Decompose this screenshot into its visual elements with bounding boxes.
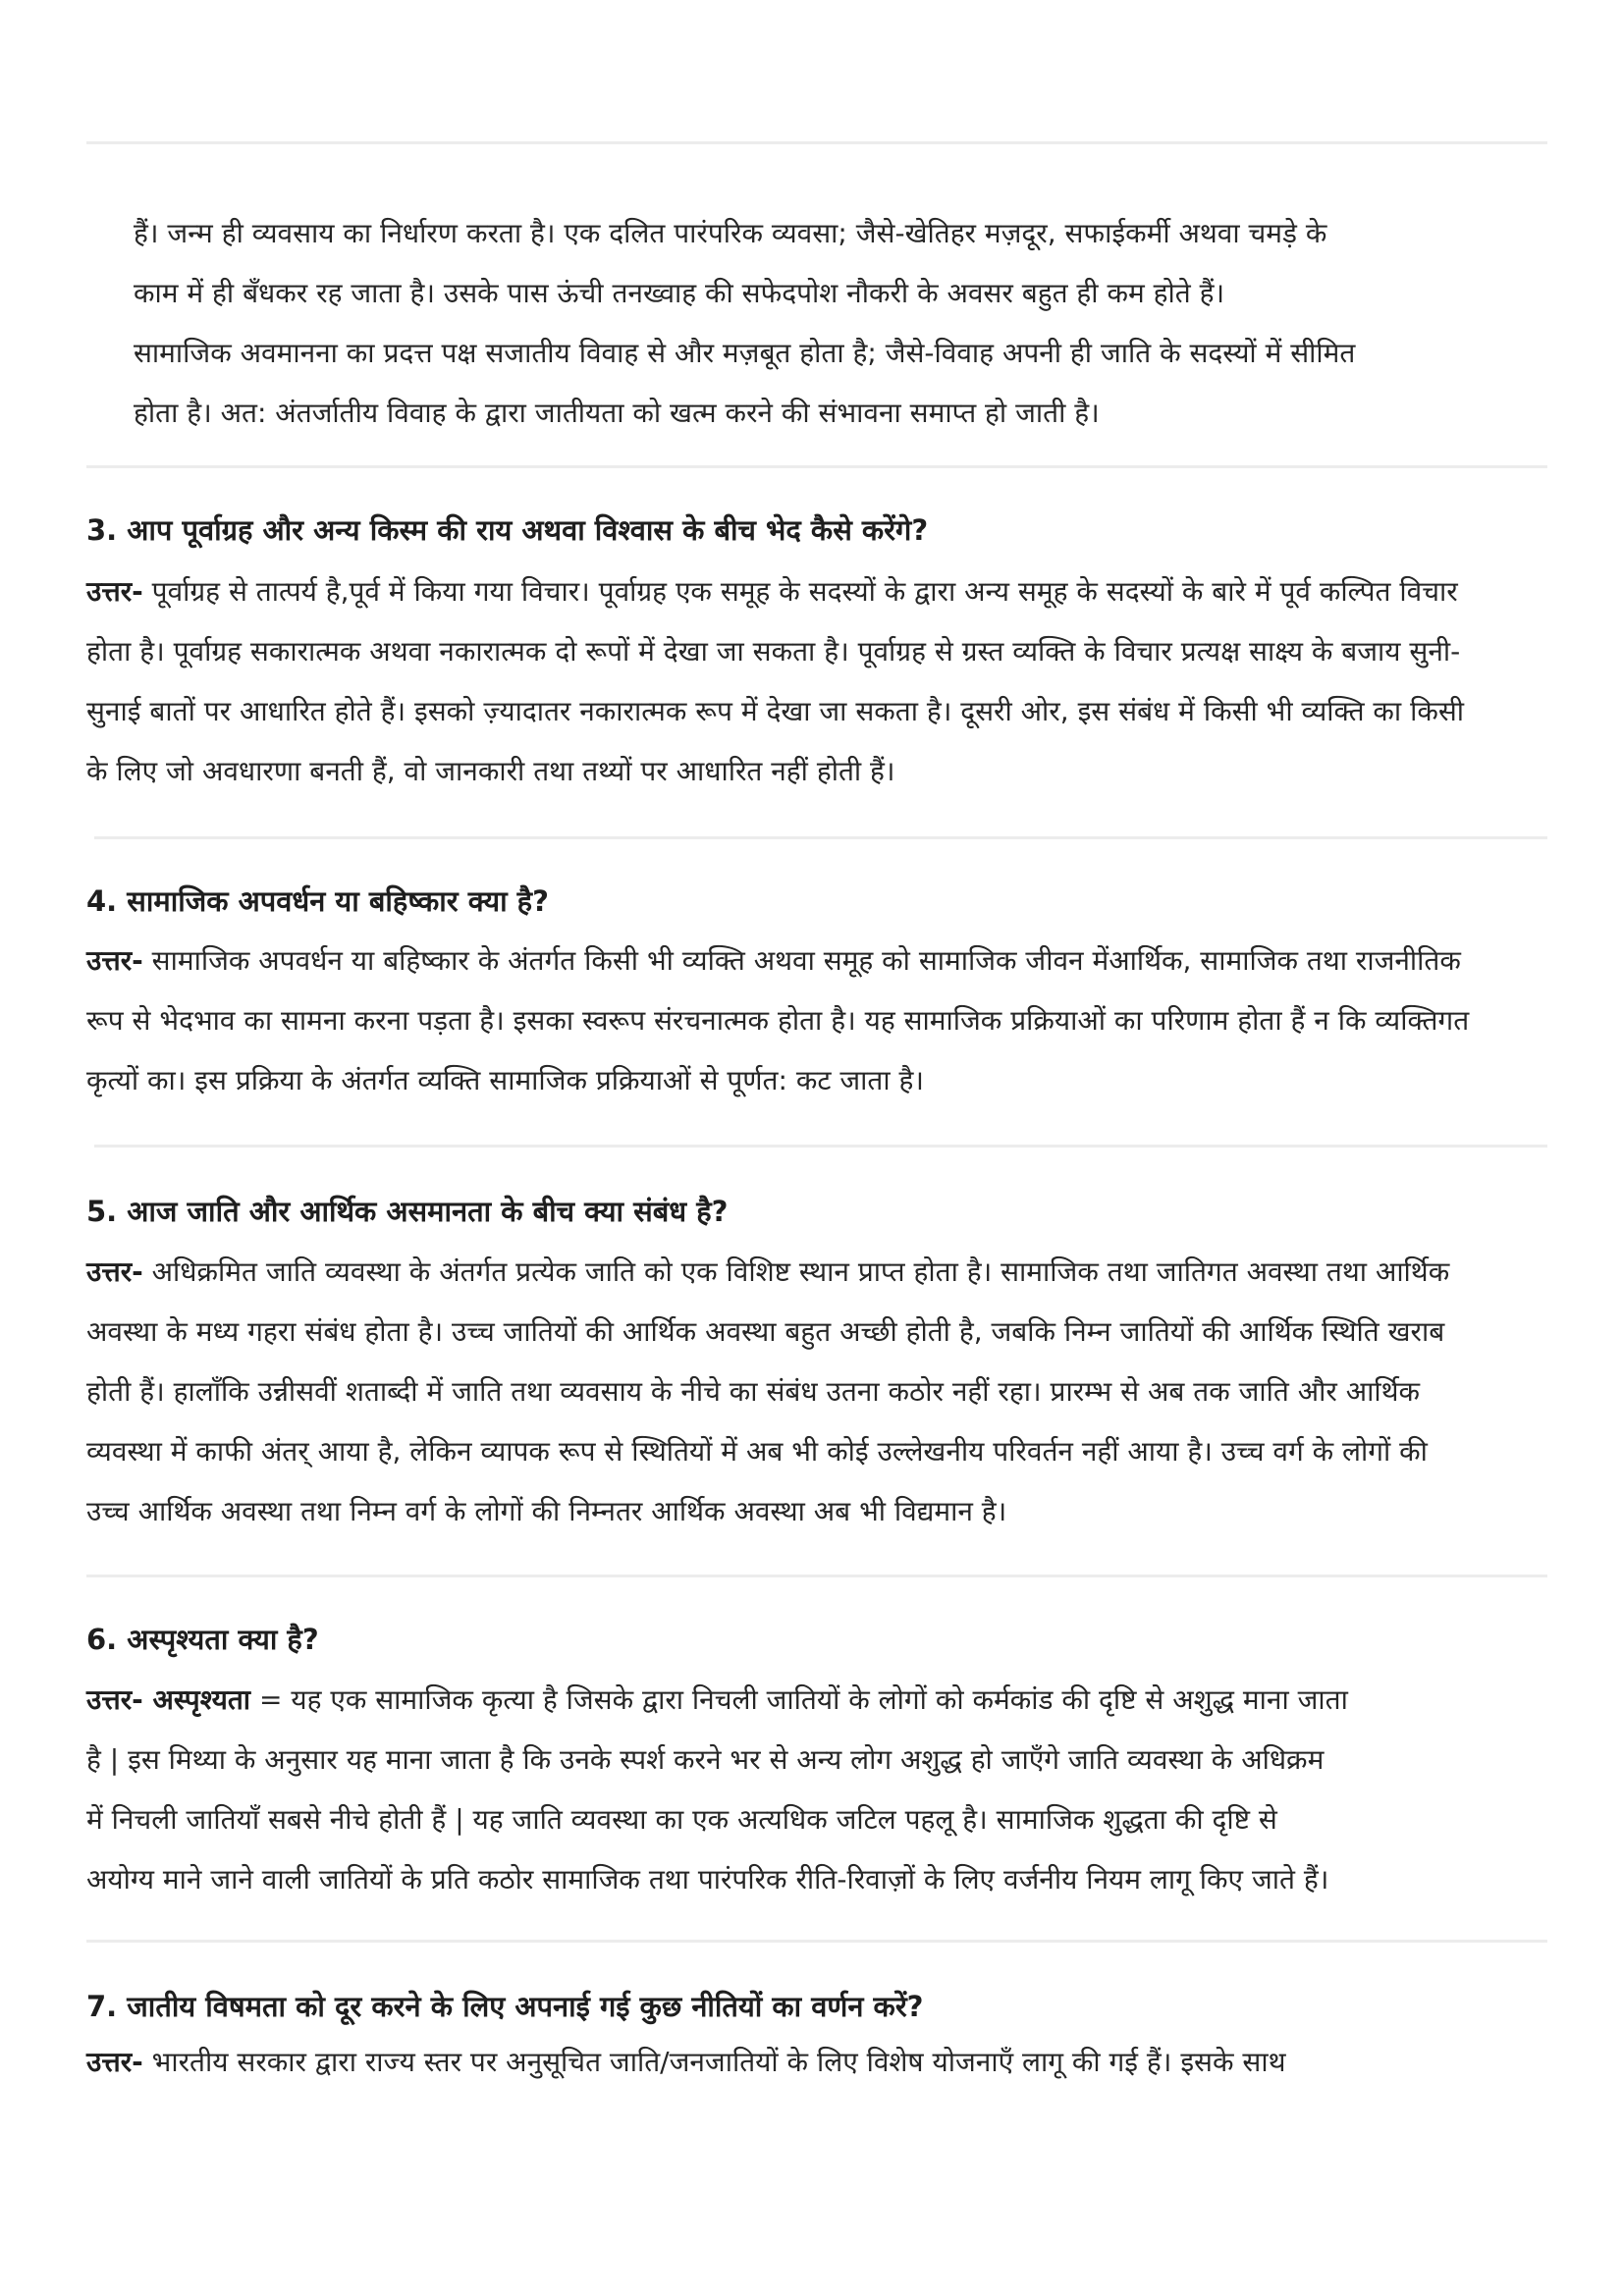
question-title: 3. आप पूर्वाग्रह और अन्य किस्म की राय अथवा विश्वास के बीच भेद कैसे करेंगे? <box>86 513 929 547</box>
text-line: होता है। पूर्वाग्रह सकारात्मक अथवा नकारात्मक दो रूपों में देखा जा सकता है। पूर्वाग्रह से ग्रस्त व्यक्ति के विचार प्रत्यक्ष साक्ष्य के बजाय सुनी- <box>86 635 1461 667</box>
text-line: उत्तर- अस्पृश्यता = यह एक सामाजिक कृत्या है जिसके द्वारा निचली जातियों के लोगों को कर्मकांड की दृष्टि से अशुद्ध माना जाता <box>86 1683 1348 1716</box>
question-title: 7. जातीय विषमता को दूर करने के लिए अपनाई गई कुछ नीतियों का वर्णन करें? <box>86 1990 924 2023</box>
answer-label: उत्तर- <box>86 2046 143 2078</box>
intro-paragraph <box>134 203 1547 443</box>
text-line: होती हैं। हालाँकि उन्नीसवीं शताब्दी में जाति तथा व्यवसाय के नीचे का संबंध उतना कठोर नहीं रहा। प्रारम्भ से अब तक जाति और आर्थिक <box>86 1375 1421 1408</box>
answer-paragraph <box>86 2032 1559 2092</box>
answer-label: उत्तर- <box>86 575 143 608</box>
text-line: सामाजिक अवमानना का प्रदत्त पक्ष सजातीय विवाह से और मज़बूत होता है; जैसे-विवाह अपनी ही जाति के सदस्यों में सीमित <box>134 337 1356 369</box>
text-line: है | इस मिथ्या के अनुसार यह माना जाता है कि उनके स्पर्श करने भर से अन्य लोग अशुद्ध हो जाएँगे जाति व्यवस्था के अधिक्रम <box>86 1743 1325 1776</box>
divider <box>86 465 1547 468</box>
divider <box>86 141 1547 144</box>
text-line: रूप से भेदभाव का सामना करना पड़ता है। इसका स्वरूप संरचनात्मक होता है। यह सामाजिक प्रक्रियाओं का परिणाम होता हैं न कि व्यक्तिगत <box>86 1004 1470 1037</box>
text-line: के लिए जो अवधारणा बनती हैं, वो जानकारी तथा तथ्यों पर आधारित नहीं होती हैं। <box>86 755 895 787</box>
answer-paragraph <box>86 931 1559 1110</box>
text-line: काम में ही बँधकर रह जाता है। उसके पास ऊंची तनख्वाह की सफेदपोश नौकरी के अवसर बहुत ही कम होते हैं। <box>134 277 1225 309</box>
divider <box>86 1575 1547 1577</box>
divider <box>94 836 1547 839</box>
text-line: हैं। जन्म ही व्यवसाय का निर्धारण करता है। एक दलित पारंपरिक व्यवसा; जैसे-खेतिहर मज़दूर, सफाईकर्मी अथवा चमड़े के <box>134 217 1327 249</box>
question-title: 4. सामाजिक अपवर्धन या बहिष्कार क्या है? <box>86 884 549 918</box>
text-line: होता है। अत: अंतर्जातीय विवाह के द्वारा जातीयता को खत्म करने की संभावना समाप्त हो जाती है। <box>134 397 1100 429</box>
answer-paragraph <box>86 1670 1559 1909</box>
text-line: व्यवस्था में काफी अंतर् आया है, लेकिन व्यापक रूप से स्थितियों में अब भी कोई उल्लेखनीय परिवर्तन नहीं आया है। उच्च वर्ग के लोगों की <box>86 1435 1428 1468</box>
text-line: उच्च आर्थिक अवस्था तथा निम्न वर्ग के लोगों की निम्नतर आर्थिक अवस्था अब भी विद्यमान है। <box>86 1495 1007 1527</box>
answer-label: उत्तर- <box>86 1255 143 1288</box>
text-line: उत्तर- पूर्वाग्रह से तात्पर्य है,पूर्व में किया गया विचार। पूर्वाग्रह एक समूह के सदस्यों के द्वारा अन्य समूह के सदस्यों के बारे में पूर्व कल्पित विचार <box>86 575 1458 608</box>
question-title: 6. अस्पृश्यता क्या है? <box>86 1623 319 1656</box>
text-line: उत्तर- अधिक्रमित जाति व्यवस्था के अंतर्गत प्रत्येक जाति को एक विशिष्ट स्थान प्राप्त होता है। सामाजिक तथा जातिगत अवस्था तथा आर्थिक <box>86 1255 1450 1288</box>
divider <box>94 1145 1547 1148</box>
answer-label: उत्तर- अस्पृश्यता <box>86 1683 251 1716</box>
text-line: अवस्था के मध्य गहरा संबंध होता है। उच्च जातियों की आर्थिक अवस्था बहुत अच्छी होती है, जबकि निम्न जातियों की आर्थिक स्थिति खराब <box>86 1315 1445 1348</box>
text-line: में निचली जातियाँ सबसे नीचे होती हैं | यह जाति व्यवस्था का एक अत्यधिक जटिल पहलू है। सामाजिक शुद्धता की दृष्टि से <box>86 1803 1277 1836</box>
text-line: उत्तर- सामाजिक अपवर्धन या बहिष्कार के अंतर्गत किसी भी व्यक्ति अथवा समूह को सामाजिक जीवन मेंआर्थिक, सामाजिक तथा राजनीतिक <box>86 944 1461 977</box>
text-line: अयोग्य माने जाने वाली जातियों के प्रति कठोर सामाजिक तथा पारंपरिक रीति-रिवाज़ों के लिए वर्जनीय नियम लागू किए जाते हैं। <box>86 1863 1329 1896</box>
text-line: उत्तर- भारतीय सरकार द्वारा राज्य स्तर पर अनुसूचित जाति/जनजातियों के लिए विशेष योजनाएँ लागू की गई हैं। इसके साथ <box>86 2046 1286 2078</box>
answer-label: उत्तर- <box>86 944 143 977</box>
text-line: कृत्यों का। इस प्रक्रिया के अंतर्गत व्यक्ति सामाजिक प्रक्रियाओं से पूर्णत: कट जाता है। <box>86 1064 924 1096</box>
answer-paragraph <box>86 1242 1559 1541</box>
text-line: सुनाई बातों पर आधारित होते हैं। इसको ज़्यादातर नकारात्मक रूप में देखा जा सकता है। दूसरी ओर, इस संबंध में किसी भी व्यक्ति का किसी <box>86 695 1465 727</box>
answer-paragraph <box>86 561 1559 801</box>
question-title: 5. आज जाति और आर्थिक असमानता के बीच क्या संबंध है? <box>86 1195 729 1228</box>
divider <box>86 1940 1547 1943</box>
